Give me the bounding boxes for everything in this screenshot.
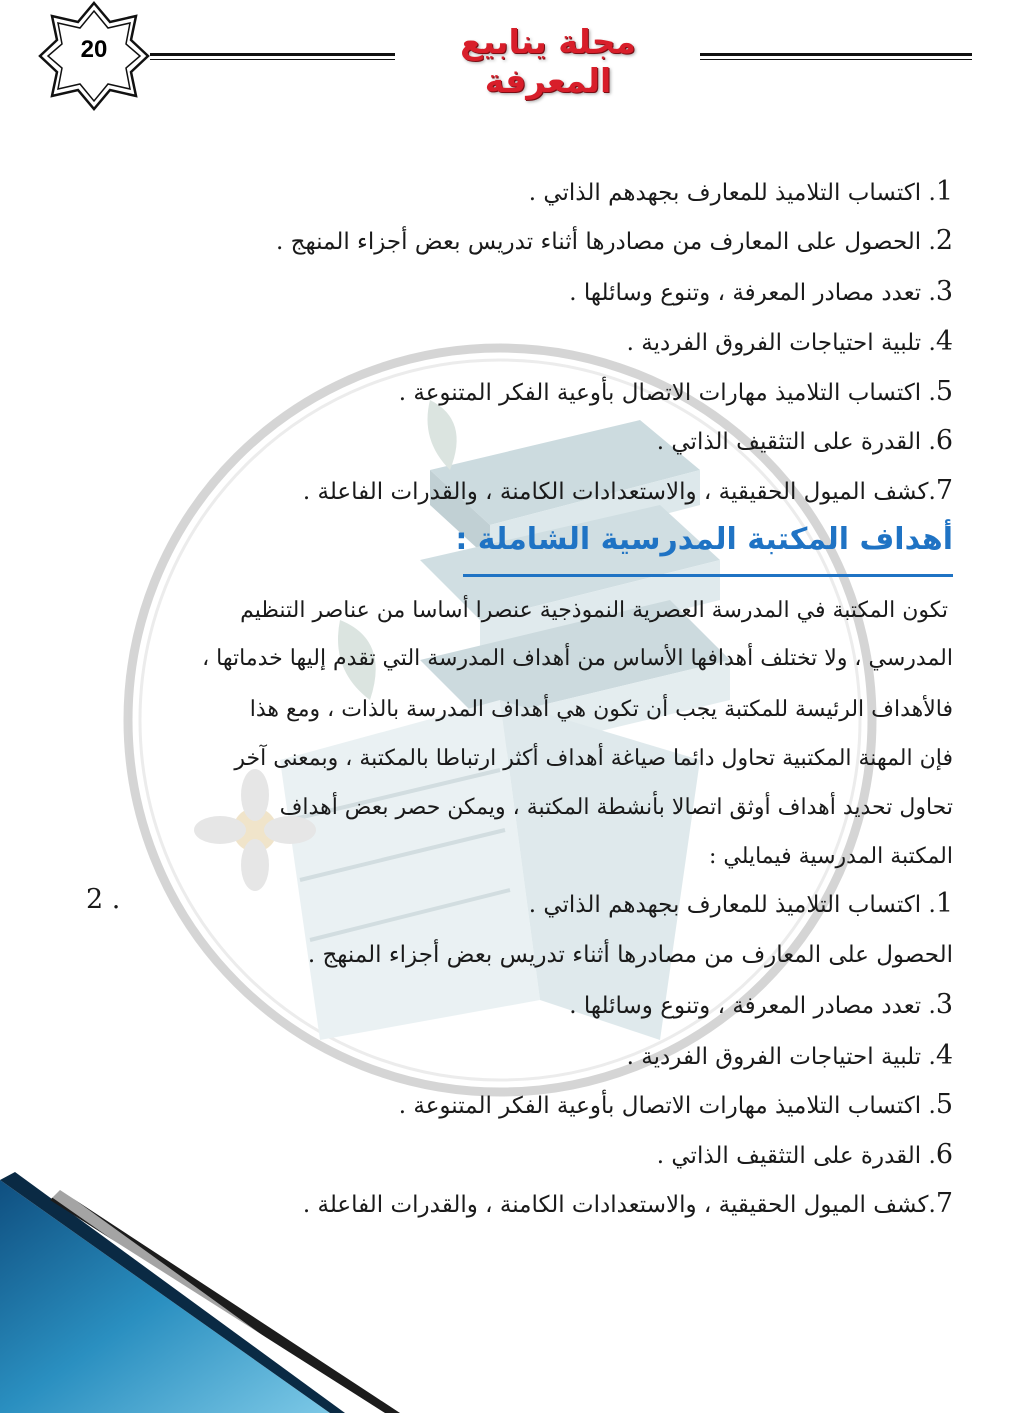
list-item xyxy=(399,372,953,413)
list-item xyxy=(627,322,953,363)
list-item-number: 5 xyxy=(935,1089,953,1120)
header-rule-left xyxy=(150,53,395,56)
list-item-number: 7 xyxy=(935,475,953,506)
list-item-text: . تعدد مصادر المعرفة ، وتنوع وسائلها . xyxy=(569,280,936,306)
list-item-text: . تلبية احتياجات الفروق الفردية . xyxy=(626,330,936,356)
magazine-title: مجلة ينابيع المعرفة xyxy=(460,22,636,100)
list-item-text: . اكتساب التلاميذ للمعارف بجهدهم الذاتي . xyxy=(528,180,936,206)
list-item-text: . تلبية احتياجات الفروق الفردية . xyxy=(626,1044,936,1070)
list-item-text: . اكتساب التلاميذ مهارات الاتصال بأوعية الفكر المتنوعة . xyxy=(398,380,936,406)
list-item-number: 5 xyxy=(935,376,953,407)
header-rule-left-thin xyxy=(150,59,395,60)
list-item xyxy=(529,172,953,213)
list-item-number: 6 xyxy=(935,425,953,456)
list-item xyxy=(303,1184,953,1225)
list-item-text: . تعدد مصادر المعرفة ، وتنوع وسائلها . xyxy=(569,993,936,1019)
header-rule-right-thin xyxy=(700,59,972,60)
list-item-number: 6 xyxy=(935,1139,953,1170)
list-item-number: 3 xyxy=(935,989,953,1020)
list-item-text: .كشف الميول الحقيقية ، والاستعدادات الكامنة ، والقدرات الفاعلة . xyxy=(302,479,936,505)
list-item xyxy=(657,1135,953,1176)
section-heading: أهداف المكتبة المدرسية الشاملة : xyxy=(455,522,953,557)
list-item xyxy=(303,471,953,512)
list-item-text: . اكتساب التلاميذ للمعارف بجهدهم الذاتي . xyxy=(528,892,936,918)
paragraph-line: تحاول تحديد أهداف أوثق اتصالا بأنشطة المكتبة ، ويمكن حصر بعض أهداف xyxy=(279,795,953,820)
paragraph-line: تكون المكتبة في المدرسة العصرية النموذجية عنصرا أساسا من عناصر التنظيم xyxy=(240,598,948,623)
page-number: 20 xyxy=(80,36,108,63)
list-item-text: . الحصول على المعارف من مصادرها أثناء تدريس بعض أجزاء المنهج . xyxy=(276,229,936,255)
list-item-number: 4 xyxy=(935,1040,953,1071)
paragraph-line: فالأهداف الرئيسة للمكتبة يجب أن تكون هي أهداف المدرسة بالذات ، ومع هذا xyxy=(249,697,953,722)
list-item-text: . القدرة على التثقيف الذاتي . xyxy=(656,429,936,455)
list-item xyxy=(529,884,953,925)
paragraph-line: المدرسي ، ولا تختلف أهدافها الأساس من أهداف المدرسة التي تقدم إليها خدماتها ، xyxy=(202,646,953,671)
list-item-number: 3 xyxy=(935,276,953,307)
list-item-number: 1 xyxy=(935,176,953,207)
list-item-text: .كشف الميول الحقيقية ، والاستعدادات الكامنة ، والقدرات الفاعلة . xyxy=(302,1192,936,1218)
list-item xyxy=(627,1036,953,1077)
list-item xyxy=(399,1085,953,1126)
list-item xyxy=(276,221,953,262)
list-item-text: . اكتساب التلاميذ مهارات الاتصال بأوعية الفكر المتنوعة . xyxy=(398,1093,936,1119)
list-item-number: 1 xyxy=(935,888,953,919)
list-item-number: 4 xyxy=(935,326,953,357)
section-heading-underline xyxy=(463,574,953,577)
list-item: الحصول على المعارف من مصادرها أثناء تدريس بعض أجزاء المنهج . xyxy=(307,942,953,968)
stray-list-number: 2 . xyxy=(86,884,121,915)
list-item xyxy=(569,272,953,313)
list-item-number: 7 xyxy=(935,1188,953,1219)
paragraph-line: فإن المهنة المكتبية تحاول دائما صياغة أهداف أكثر ارتباطا بالمكتبة ، وبمعنى آخر xyxy=(234,746,953,771)
corner-decoration xyxy=(0,1150,400,1413)
list-item-number: 2 xyxy=(935,225,953,256)
list-item-text: . القدرة على التثقيف الذاتي . xyxy=(656,1143,936,1169)
list-item xyxy=(569,985,953,1026)
header-rule-right xyxy=(700,53,972,56)
list-item xyxy=(657,421,953,462)
paragraph-line: المكتبة المدرسية فيمايلي : xyxy=(708,844,953,869)
